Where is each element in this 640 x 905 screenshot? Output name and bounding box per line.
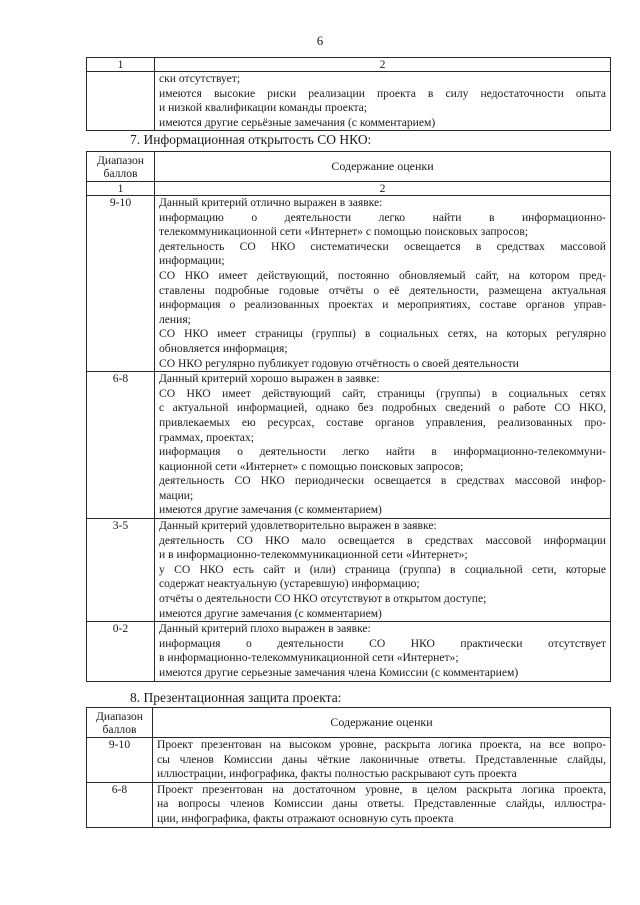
content-line: содержат неактуальную (устаревшую) информацию;	[159, 577, 420, 591]
content-cell	[155, 372, 611, 519]
content-line: граммах, проектах;	[159, 430, 254, 444]
content-line: отчёты о деятельности СО НКО отсутствуют в открытом доступе;	[159, 592, 487, 606]
content-cell	[155, 519, 611, 622]
content-line: с актуальной информацией, однако без подробных сведений о работе СО НКО,	[159, 401, 606, 415]
content-line: на вопросы членов Комиссии даны ответы. Представленные слайды, иллюстра-	[157, 797, 606, 811]
content-line: информация о деятельности СО НКО практически отсутствует	[159, 636, 606, 650]
score-cell: 9-10	[87, 196, 155, 372]
content-cell	[155, 72, 611, 131]
content-line: привлекаемых ею ресурсах, составе органов управления, реализованных про-	[159, 415, 606, 429]
content-line: информация о реализованных проектах и мероприятиях, составе органов управ-	[159, 298, 606, 312]
content-line: деятельность СО НКО периодически освещается в средствах массовой инфор-	[159, 474, 606, 488]
header-line: Диапазон	[97, 153, 144, 167]
content-line: и низкой квалификации команды проекта;	[159, 101, 368, 115]
column-number: 2	[155, 182, 611, 196]
content-line: Данный критерий отлично выражен в заявке:	[159, 196, 383, 209]
content-line: деятельность СО НКО мало освещается в средствах массовой информации	[159, 533, 606, 547]
score-cell: 9-10	[87, 738, 153, 783]
content-line: информации;	[159, 254, 225, 268]
section-7-table	[86, 151, 611, 682]
content-line: деятельность СО НКО систематически освещается в средствах массовой	[159, 239, 606, 253]
content-line: имеются высокие риски реализации проекта в силу недостаточности опыта	[159, 86, 606, 100]
content-line: Данный критерий плохо выражен в заявке:	[159, 622, 371, 636]
content-line: ции, инфографика, факты отражают основную суть проекта	[157, 811, 454, 825]
content-line: информация о деятельности легко найти в информационно-телекоммуни-	[159, 445, 606, 459]
content-line: ски отсутствует;	[159, 72, 241, 85]
content-line: Проект презентован на достаточном уровне, в целом раскрыта логика проекта,	[157, 782, 606, 796]
content-line: кационной сети «Интернет» с помощью поисковых запросов;	[159, 459, 464, 473]
content-cell	[153, 738, 611, 783]
content-line: СО НКО имеет действующий сайт, страницы (группы) в социальных сетях	[159, 386, 606, 400]
page-number: 6	[316, 33, 324, 48]
content-line: имеются другие серьёзные замечания (с комментарием)	[159, 115, 436, 129]
header-content: Содержание оценки	[155, 152, 611, 182]
content-line: обновляется информация;	[159, 341, 288, 355]
content-line: сы членов Комиссии даны чёткие лаконичные ответы. Представленные слайды,	[157, 752, 606, 766]
header-score-range	[87, 152, 155, 182]
content-line: имеются другие замечания (с комментарием)	[159, 606, 382, 620]
content-line: телекоммуникационной сети «Интернет» с помощью поисковых запросов;	[159, 225, 529, 239]
content-line: СО НКО имеет страницы (группы) в социальных сетях, на которых регулярно	[159, 327, 606, 341]
content-line: Проект презентован на высоком уровне, раскрыта логика проекта, на все вопро-	[157, 738, 606, 751]
content-line: в информационно-телекоммуникационной сети «Интернет»;	[159, 651, 459, 665]
score-cell: 3-5	[87, 519, 155, 622]
score-cell: 0-2	[87, 622, 155, 681]
header-content: Содержание оценки	[153, 708, 611, 738]
content-cell	[153, 782, 611, 827]
section-8-table	[86, 707, 611, 828]
score-cell: 6-8	[87, 782, 153, 827]
column-number: 1	[87, 182, 155, 196]
content-line: ления;	[159, 312, 191, 326]
content-line: мации;	[159, 488, 194, 502]
content-line: и в информационно-телекоммуникационной сети «Интернет»;	[159, 548, 468, 562]
content-line: СО НКО регулярно публикует годовую отчётность о своей деятельности	[159, 356, 519, 370]
header-line: баллов	[103, 166, 138, 180]
content-line: СО НКО имеет действующий, постоянно обновляемый сайт, на котором пред-	[159, 268, 606, 282]
header-line: Диапазон	[96, 709, 143, 723]
column-number: 2	[155, 58, 611, 72]
content-line: Данный критерий хорошо выражен в заявке:	[159, 372, 380, 386]
section-8-title: 8. Презентационная защита проекта:	[130, 690, 342, 705]
header-score-range	[87, 708, 153, 738]
content-line: у СО НКО есть сайт и (или) страница (группа) в социальной сети, которые	[159, 562, 606, 576]
header-line: баллов	[102, 722, 137, 736]
content-cell	[155, 622, 611, 681]
content-line: информацию о деятельности легко найти в информационно-	[159, 210, 606, 224]
content-line: имеются другие серьезные замечания члена Комиссии (с комментарием)	[159, 666, 519, 679]
score-cell	[87, 72, 155, 131]
content-line: иллюстрации, инфографика, факты полностью раскрывают суть проекта	[157, 767, 517, 781]
score-cell: 6-8	[87, 372, 155, 519]
content-line: Данный критерий удовлетворительно выражен в заявке:	[159, 519, 437, 533]
section-7-title: 7. Информационная открытость СО НКО:	[130, 132, 372, 147]
content-line: ставлены подробные годовые отчёты о её деятельности, размещена актуальная	[159, 283, 606, 297]
column-number: 1	[87, 58, 155, 72]
content-cell	[155, 196, 611, 372]
content-line: имеются другие замечания (с комментарием)	[159, 503, 382, 517]
top-table	[86, 57, 611, 131]
